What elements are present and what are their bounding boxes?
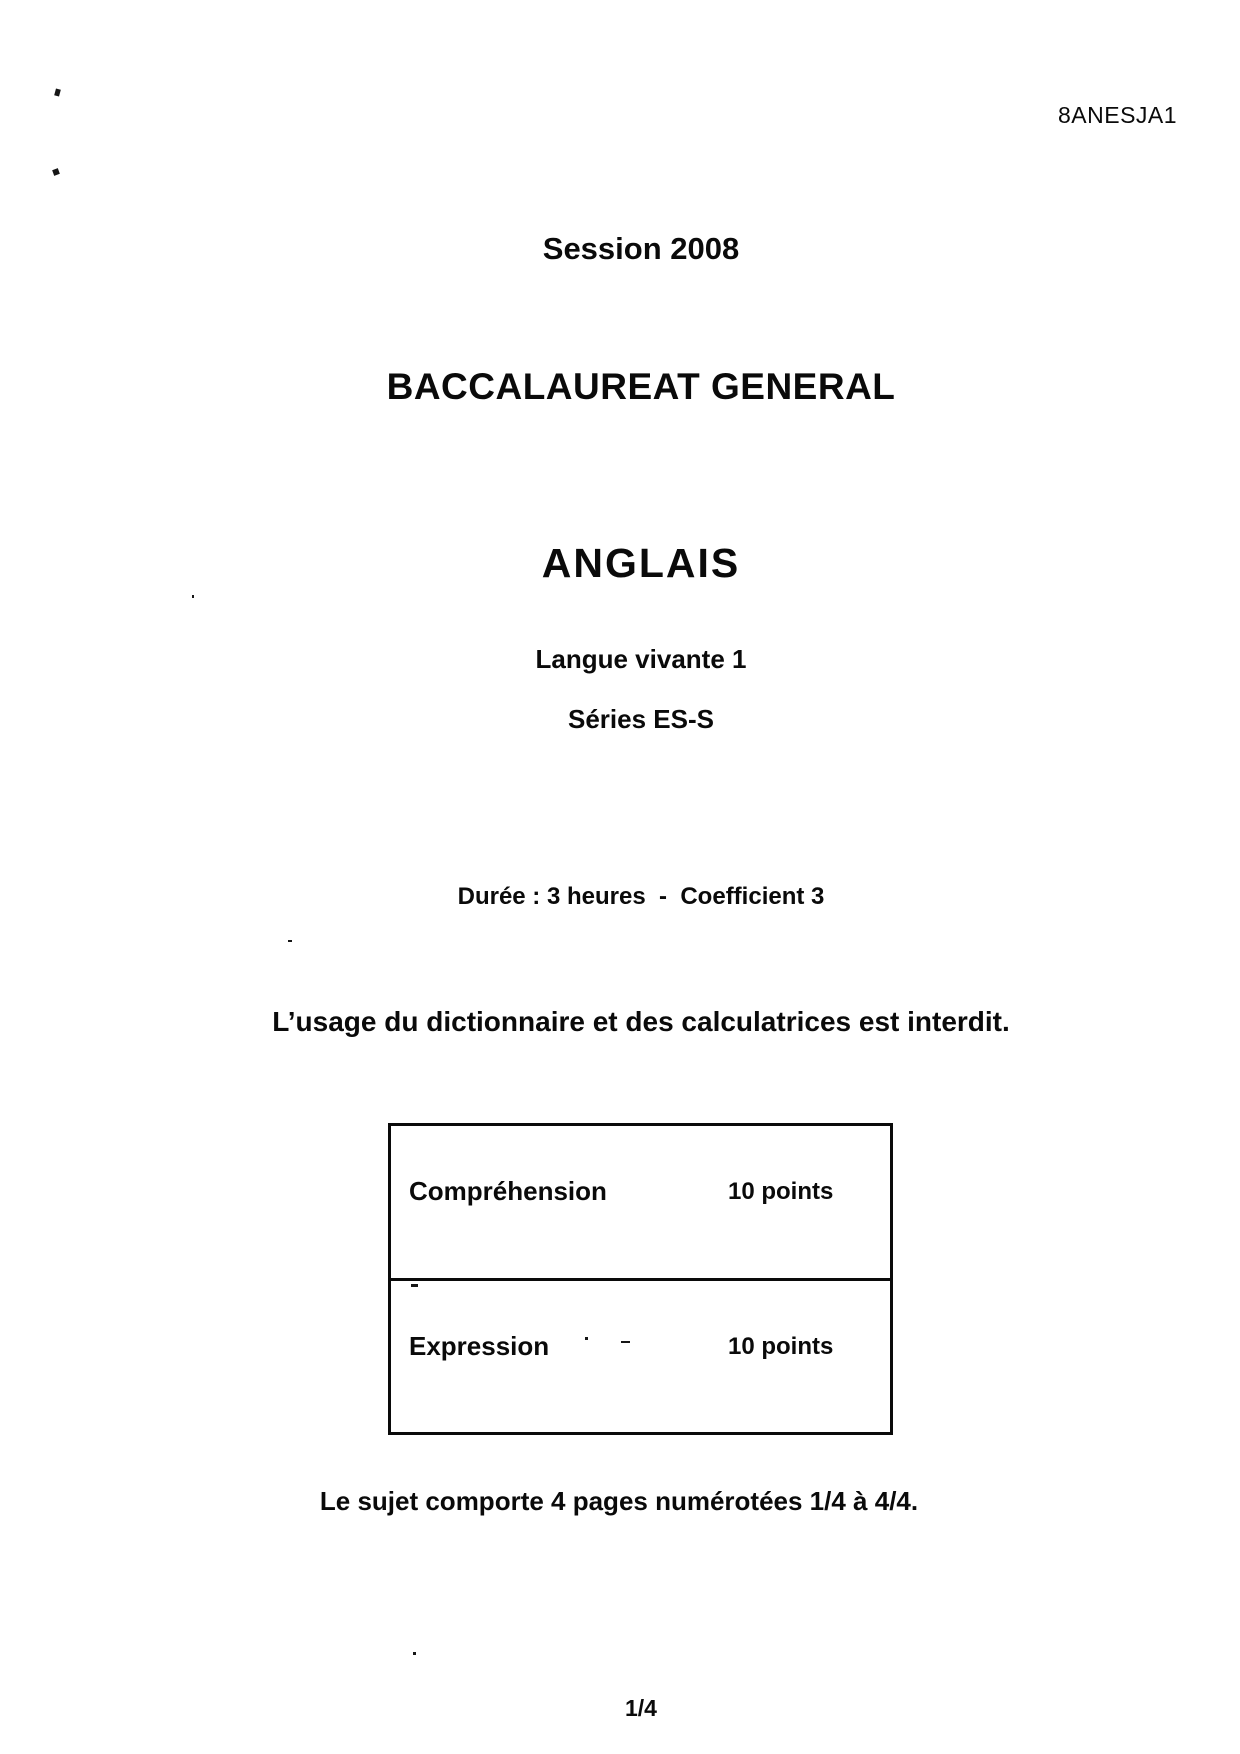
- scan-artifact: [54, 88, 61, 96]
- scan-artifact: [52, 168, 60, 176]
- scan-artifact: [413, 1652, 416, 1655]
- grading-points: 10 points: [728, 1333, 834, 1360]
- subject-title: ANGLAIS: [541, 540, 741, 586]
- exam-title: BACCALAUREAT GENERAL: [386, 366, 896, 407]
- language-level: Langue vivante 1: [535, 644, 747, 674]
- grading-row-expression: [391, 1281, 890, 1433]
- scan-artifact: [585, 1337, 588, 1340]
- scan-artifact: [288, 940, 292, 942]
- grading-label: Compréhension: [409, 1176, 607, 1206]
- session-title: Session 2008: [542, 231, 740, 266]
- grading-points: 10 points: [728, 1178, 834, 1205]
- grading-row-comprehension: [391, 1126, 890, 1281]
- reference-code: 8ANESJA1: [1058, 102, 1178, 128]
- series-label: Séries ES-S: [568, 704, 714, 734]
- scan-artifact: [621, 1341, 630, 1343]
- page-number: 1/4: [625, 1695, 657, 1721]
- scan-artifact: [411, 1284, 418, 1287]
- dictionary-notice: L’usage du dictionnaire et des calculatrices est interdit.: [272, 1006, 1010, 1037]
- scan-artifact: [192, 595, 194, 598]
- duration-coefficient-line: Durée : 3 heures - Coefficient 3: [457, 883, 825, 910]
- grading-label: Expression: [409, 1331, 550, 1361]
- grading-table: [388, 1123, 893, 1435]
- pages-note: Le sujet comporte 4 pages numérotées 1/4 à 4/4.: [319, 1486, 919, 1516]
